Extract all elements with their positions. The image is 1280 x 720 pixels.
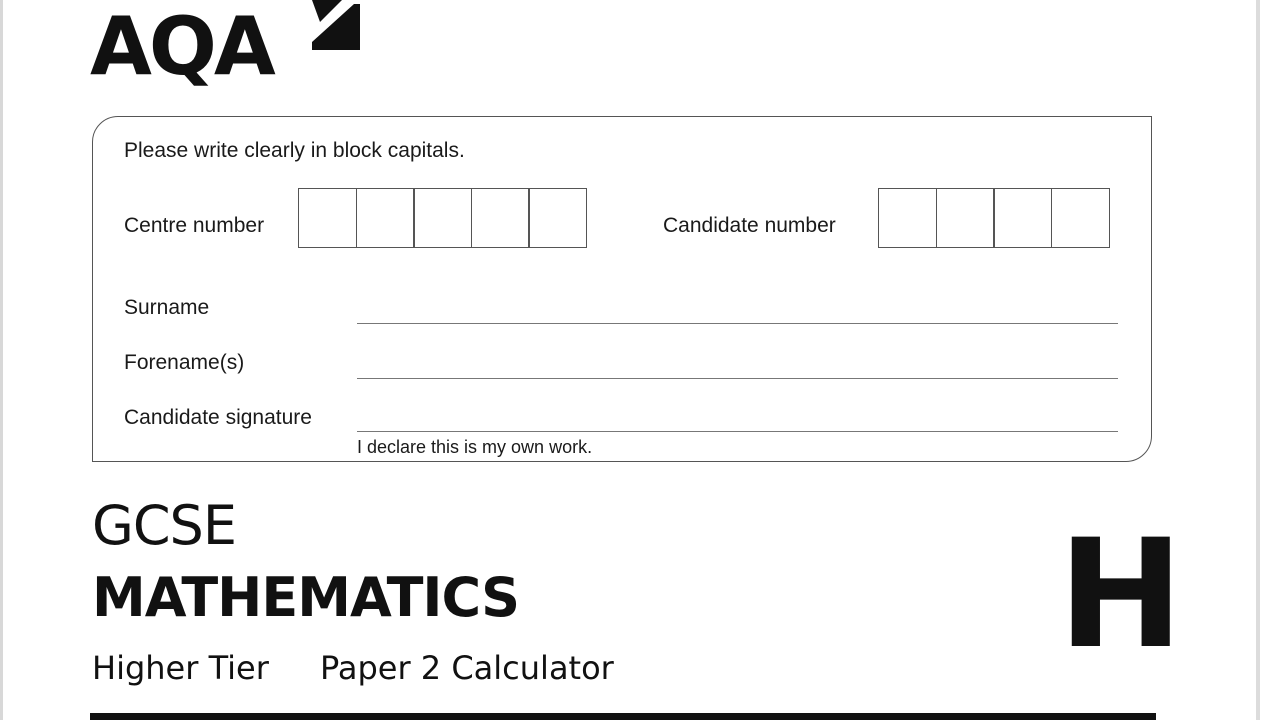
- signature-label: Candidate signature: [124, 406, 312, 429]
- page-edge-left: [0, 0, 3, 720]
- surname-label: Surname: [124, 296, 210, 319]
- candidate-number-digit-box[interactable]: [936, 188, 995, 248]
- tier-letter: H: [1058, 508, 1184, 682]
- signature-field-line[interactable]: [357, 431, 1118, 432]
- centre-number-digit-box[interactable]: [356, 188, 415, 248]
- declaration-text: I declare this is my own work.: [357, 437, 593, 457]
- qualification-title: GCSE: [92, 494, 236, 557]
- forename-field-line[interactable]: [357, 378, 1118, 379]
- surname-field-line[interactable]: [357, 323, 1118, 324]
- subject-title: MATHEMATICS: [92, 566, 520, 629]
- page-edge-right: [1256, 0, 1260, 720]
- tier-text: Higher Tier: [92, 649, 269, 687]
- candidate-number-digit-box[interactable]: [993, 188, 1052, 248]
- instruction-text: Please write clearly in block capitals.: [124, 139, 465, 162]
- bottom-divider-bar: [90, 713, 1156, 720]
- candidate-number-digit-box[interactable]: [1051, 188, 1110, 248]
- centre-number-digit-box[interactable]: [413, 188, 472, 248]
- centre-number-digit-box[interactable]: [298, 188, 357, 248]
- aqa-logo: [88, 0, 368, 92]
- centre-number-label: Centre number: [124, 214, 265, 237]
- aqa-logo-text: AQA: [90, 0, 273, 93]
- aqa-logo-mark-icon: [298, 0, 360, 52]
- centre-number-boxes: [298, 188, 587, 248]
- centre-number-digit-box[interactable]: [471, 188, 530, 248]
- centre-number-digit-box[interactable]: [528, 188, 587, 248]
- forename-label: Forename(s): [124, 351, 245, 374]
- paper-info-text: Paper 2 Calculator: [320, 649, 614, 687]
- candidate-number-label: Candidate number: [663, 214, 836, 237]
- candidate-number-digit-box[interactable]: [878, 188, 937, 248]
- candidate-number-boxes: [878, 188, 1110, 248]
